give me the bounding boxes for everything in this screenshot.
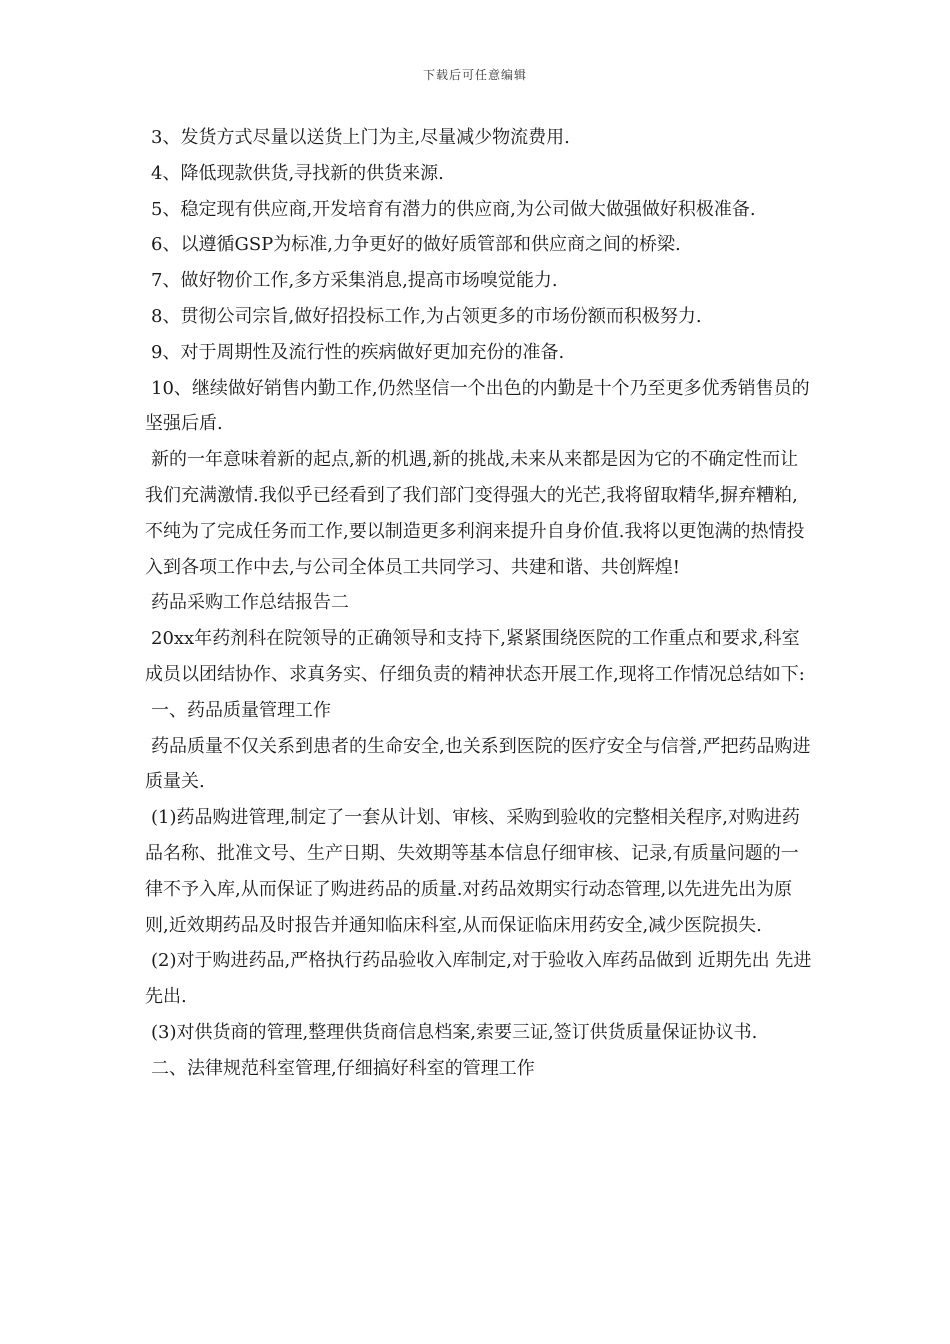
- paragraph: 10、继续做好销售内勤工作,仍然坚信一个出色的内勤是十个乃至更多优秀销售员的坚强后盾.: [145, 377, 810, 435]
- page-header: 下载后可任意编辑: [422, 68, 527, 82]
- paragraph: 3、发货方式尽量以送货上门为主,尽量减少物流费用.: [151, 127, 570, 148]
- paragraph: 5、稳定现有供应商,开发培育有潜力的供应商,为公司做大做强做好积极准备.: [151, 198, 756, 220]
- paragraph: (1)药品购进管理,制定了一套从计划、审核、采购到验收的完整相关程序,对购进药品名称、批准文号、生产日期、失效期等基本信息仔细审核、记录,有质量问题的一律不予入库,从而保证了购进药品的质量.对药品效期实行动态管理,以先进先出为原则,近效期药品及时报告并通知临床科室,从而保证临床用药安全,减少医院损失.: [145, 807, 800, 936]
- paragraph: 7、做好物价工作,多方采集消息,提高市场嗅觉能力.: [151, 270, 558, 292]
- paragraph: 20xx年药剂科在院领导的正确领导和支持下,紧紧围绕医院的工作重点和要求,科室成员以团结协作、求真务实、仔细负责的精神状态开展工作,现将工作情况总结如下:: [145, 628, 805, 685]
- paragraph: (3)对供货商的管理,整理供货商信息档案,索要三证,签订供货质量保证协议书.: [151, 1021, 758, 1043]
- paragraph: 6、以遵循GSP为标准,力争更好的做好质管部和供应商之间的桥梁.: [151, 234, 681, 256]
- paragraph: 4、降低现款供货,寻找新的供货来源.: [151, 162, 444, 184]
- paragraph: 9、对于周期性及流行性的疾病做好更加充份的准备.: [151, 341, 565, 363]
- section-heading: 二、法律规范科室管理,仔细搞好科室的管理工作: [151, 1057, 535, 1079]
- paragraph: 药品质量不仅关系到患者的生命安全,也关系到医院的医疗安全与信誉,严把药品购进质量关.: [145, 735, 811, 793]
- paragraph: 8、贯彻公司宗旨,做好招投标工作,为占领更多的市场份额而积极努力.: [151, 305, 702, 327]
- document-body: [145, 120, 815, 1087]
- paragraph: (2)对于购进药品,严格执行药品验收入库制定,对于验收入库药品做到 近期先出 先进先出.: [145, 950, 812, 1008]
- section-title: 药品采购工作总结报告二: [151, 592, 349, 614]
- paragraph: 新的一年意味着新的起点,新的机遇,新的挑战,未来从来都是因为它的不确定性而让我们充满激情.我似乎已经看到了我们部门变得强大的光芒,我将留取精华,摒弃糟粕,不纯为了完成任务而工作,要以制造更多利润来提升自身价值.我将以更饱满的热情投入到各项工作中去,与公司全体员工共同学习、共建和谐、共创辉煌!: [145, 449, 805, 578]
- section-heading: 一、药品质量管理工作: [151, 699, 331, 721]
